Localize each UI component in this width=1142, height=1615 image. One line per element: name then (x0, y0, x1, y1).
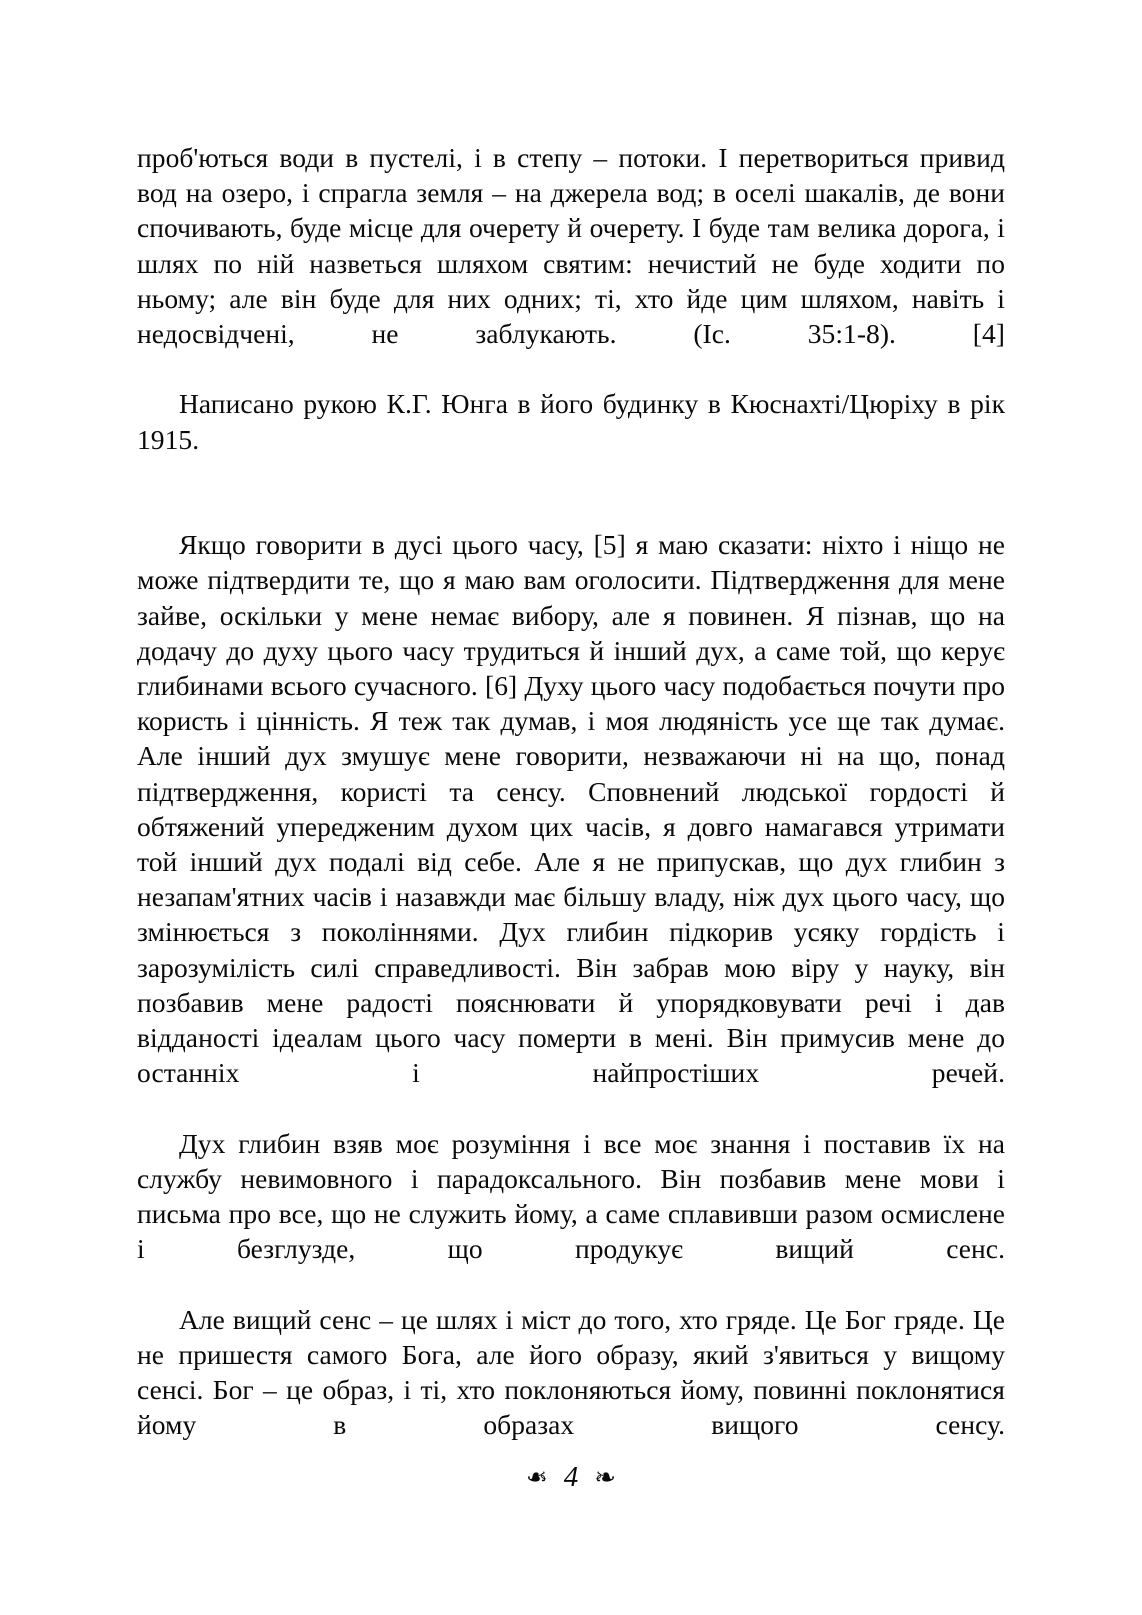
paragraph-supreme-meaning: Але вищий сенс – це шлях і міст до того, хто гряде. Це Бог гряде. Це не пришестя самого Бога, але його образу, який з'явиться у вищому сенсі. Бог – це образ, і ті, хто поклоняються йому, повинні поклонятися йому в образах вищого сенсу. (137, 1303, 1005, 1441)
paragraph-spirit-of-the-depths: Дух глибин взяв моє розуміння і все моє знання і поставив їх на службу невимовного і парадоксального. Він позбавив мене мови і письма про все, що не служить йому, а саме сплавивши разом осмислене і безглузде, що продукує вищий сенс. (137, 1127, 1005, 1265)
footer-ornament-group (526, 1463, 616, 1492)
paragraph-scripture-quote: проб'ються води в пустелі, і в степу – потоки. І перетвориться привид вод на озеро, і спрагла земля – на джерела вод; в оселі шакалів, де вони спочивають, буде місце для очерету й очерету. І буде там велика дорога, і шлях по ній назветься шляхом святим: нечистий не буде ходити по ньому; але він буде для них одних; ті, хто йде цим шляхом, навіть і недосвідчені, не заблукають. (Іс. 35:1-8). [4] (137, 142, 1005, 350)
paragraph-spacer (137, 492, 1005, 527)
leaf-ornament-right-icon: ❧ (594, 1462, 617, 1492)
page-text-body (137, 140, 1005, 1478)
page-number: 4 (563, 1461, 579, 1493)
paragraph-colophon: Написано рукою К.Г. Юнга в його будинку в Кюснахті/Цюріху в рік 1915. (137, 388, 1005, 455)
paragraph-spirit-of-the-times: Якщо говорити в дусі цього часу, [5] я маю сказати: ніхто і ніщо не може підтвердити те, що я маю вам оголосити. Підтвердження для мене зайве, оскільки у мене немає вибору, але я повинен. Я пізнав, що на додачу до духу цього часу трудиться й інший дух, а саме той, що керує глибинами всього сучасного. [6] Духу цього часу подобається почути про користь і цінність. Я теж так думав, і моя людяність усе ще так думає. Але інший дух змушує мене говорити, незважаючи ні на що, понад підтвердження, користі та сенсу. Сповнений людської гордості й обтяжений упередженим духом цих часів, я довго намагався утримати той інший дух подалі від себе. Але я не припускав, що дух глибин з незапам'ятних часів і назавжди має більшу владу, ніж дух цього часу, що змінюється з поколіннями. Дух глибин підкорив усяку гордість і зарозумілість силі справедливості. Він забрав мою віру у науку, він позбавив мене радості пояснювати й упорядковувати речі і дав відданості ідеалам цього часу померти в мені. Він примусив мене до останніх і найпростіших речей. (137, 529, 1005, 1089)
page-footer (0, 1463, 1142, 1492)
leaf-ornament-left-icon: ❧ (525, 1462, 548, 1492)
